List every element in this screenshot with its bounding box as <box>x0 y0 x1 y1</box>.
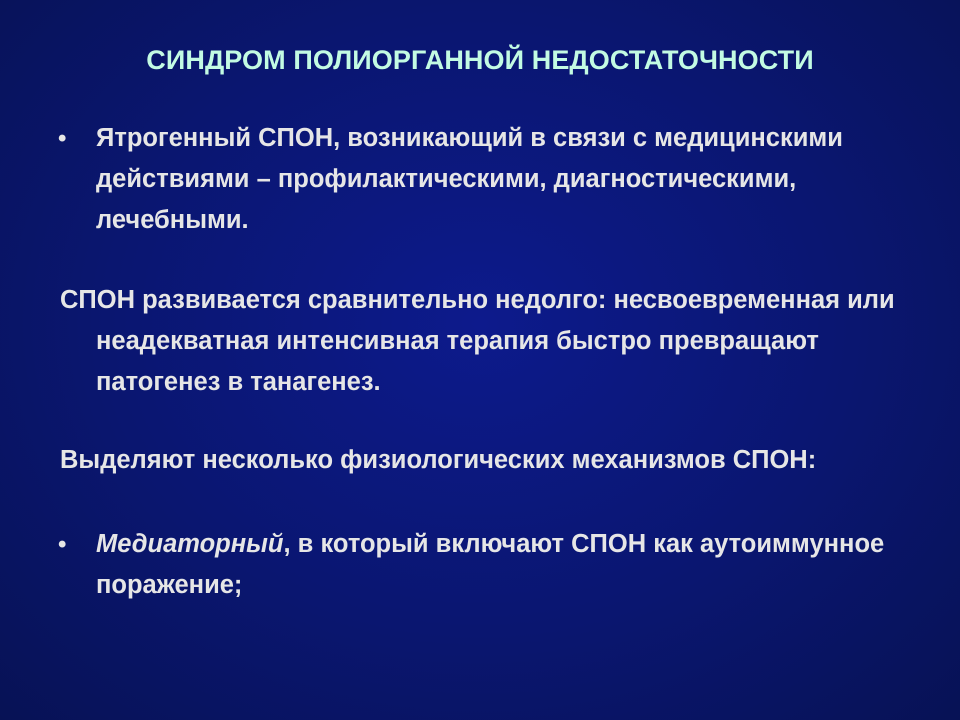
bullet-marker: • <box>58 531 67 558</box>
list-item-text: Выделяют несколько физиологических механизмов СПОН: <box>60 446 817 474</box>
bullet-marker: • <box>58 125 67 152</box>
slide-title: СИНДРОМ ПОЛИОРГАННОЙ НЕДОСТАТОЧНОСТИ <box>146 45 814 75</box>
list-item-text: , в который включают СПОН как аутоиммунное поражение; <box>96 530 885 599</box>
list-item <box>60 440 906 481</box>
list-item-text: СПОН развивается сравнительно недолго: несвоевременная или неадекватная интенсивная терапия быстро превращают патогенез в танагенез. <box>60 286 895 396</box>
list-item <box>96 524 906 606</box>
italic-term: Медиаторный <box>96 530 284 558</box>
list-item <box>96 118 906 241</box>
list-item <box>60 280 906 403</box>
list-item-text: Ятрогенный СПОН, возникающий в связи с медицинскими действиями – профилактическими, диагностическими, лечебными. <box>96 124 843 234</box>
